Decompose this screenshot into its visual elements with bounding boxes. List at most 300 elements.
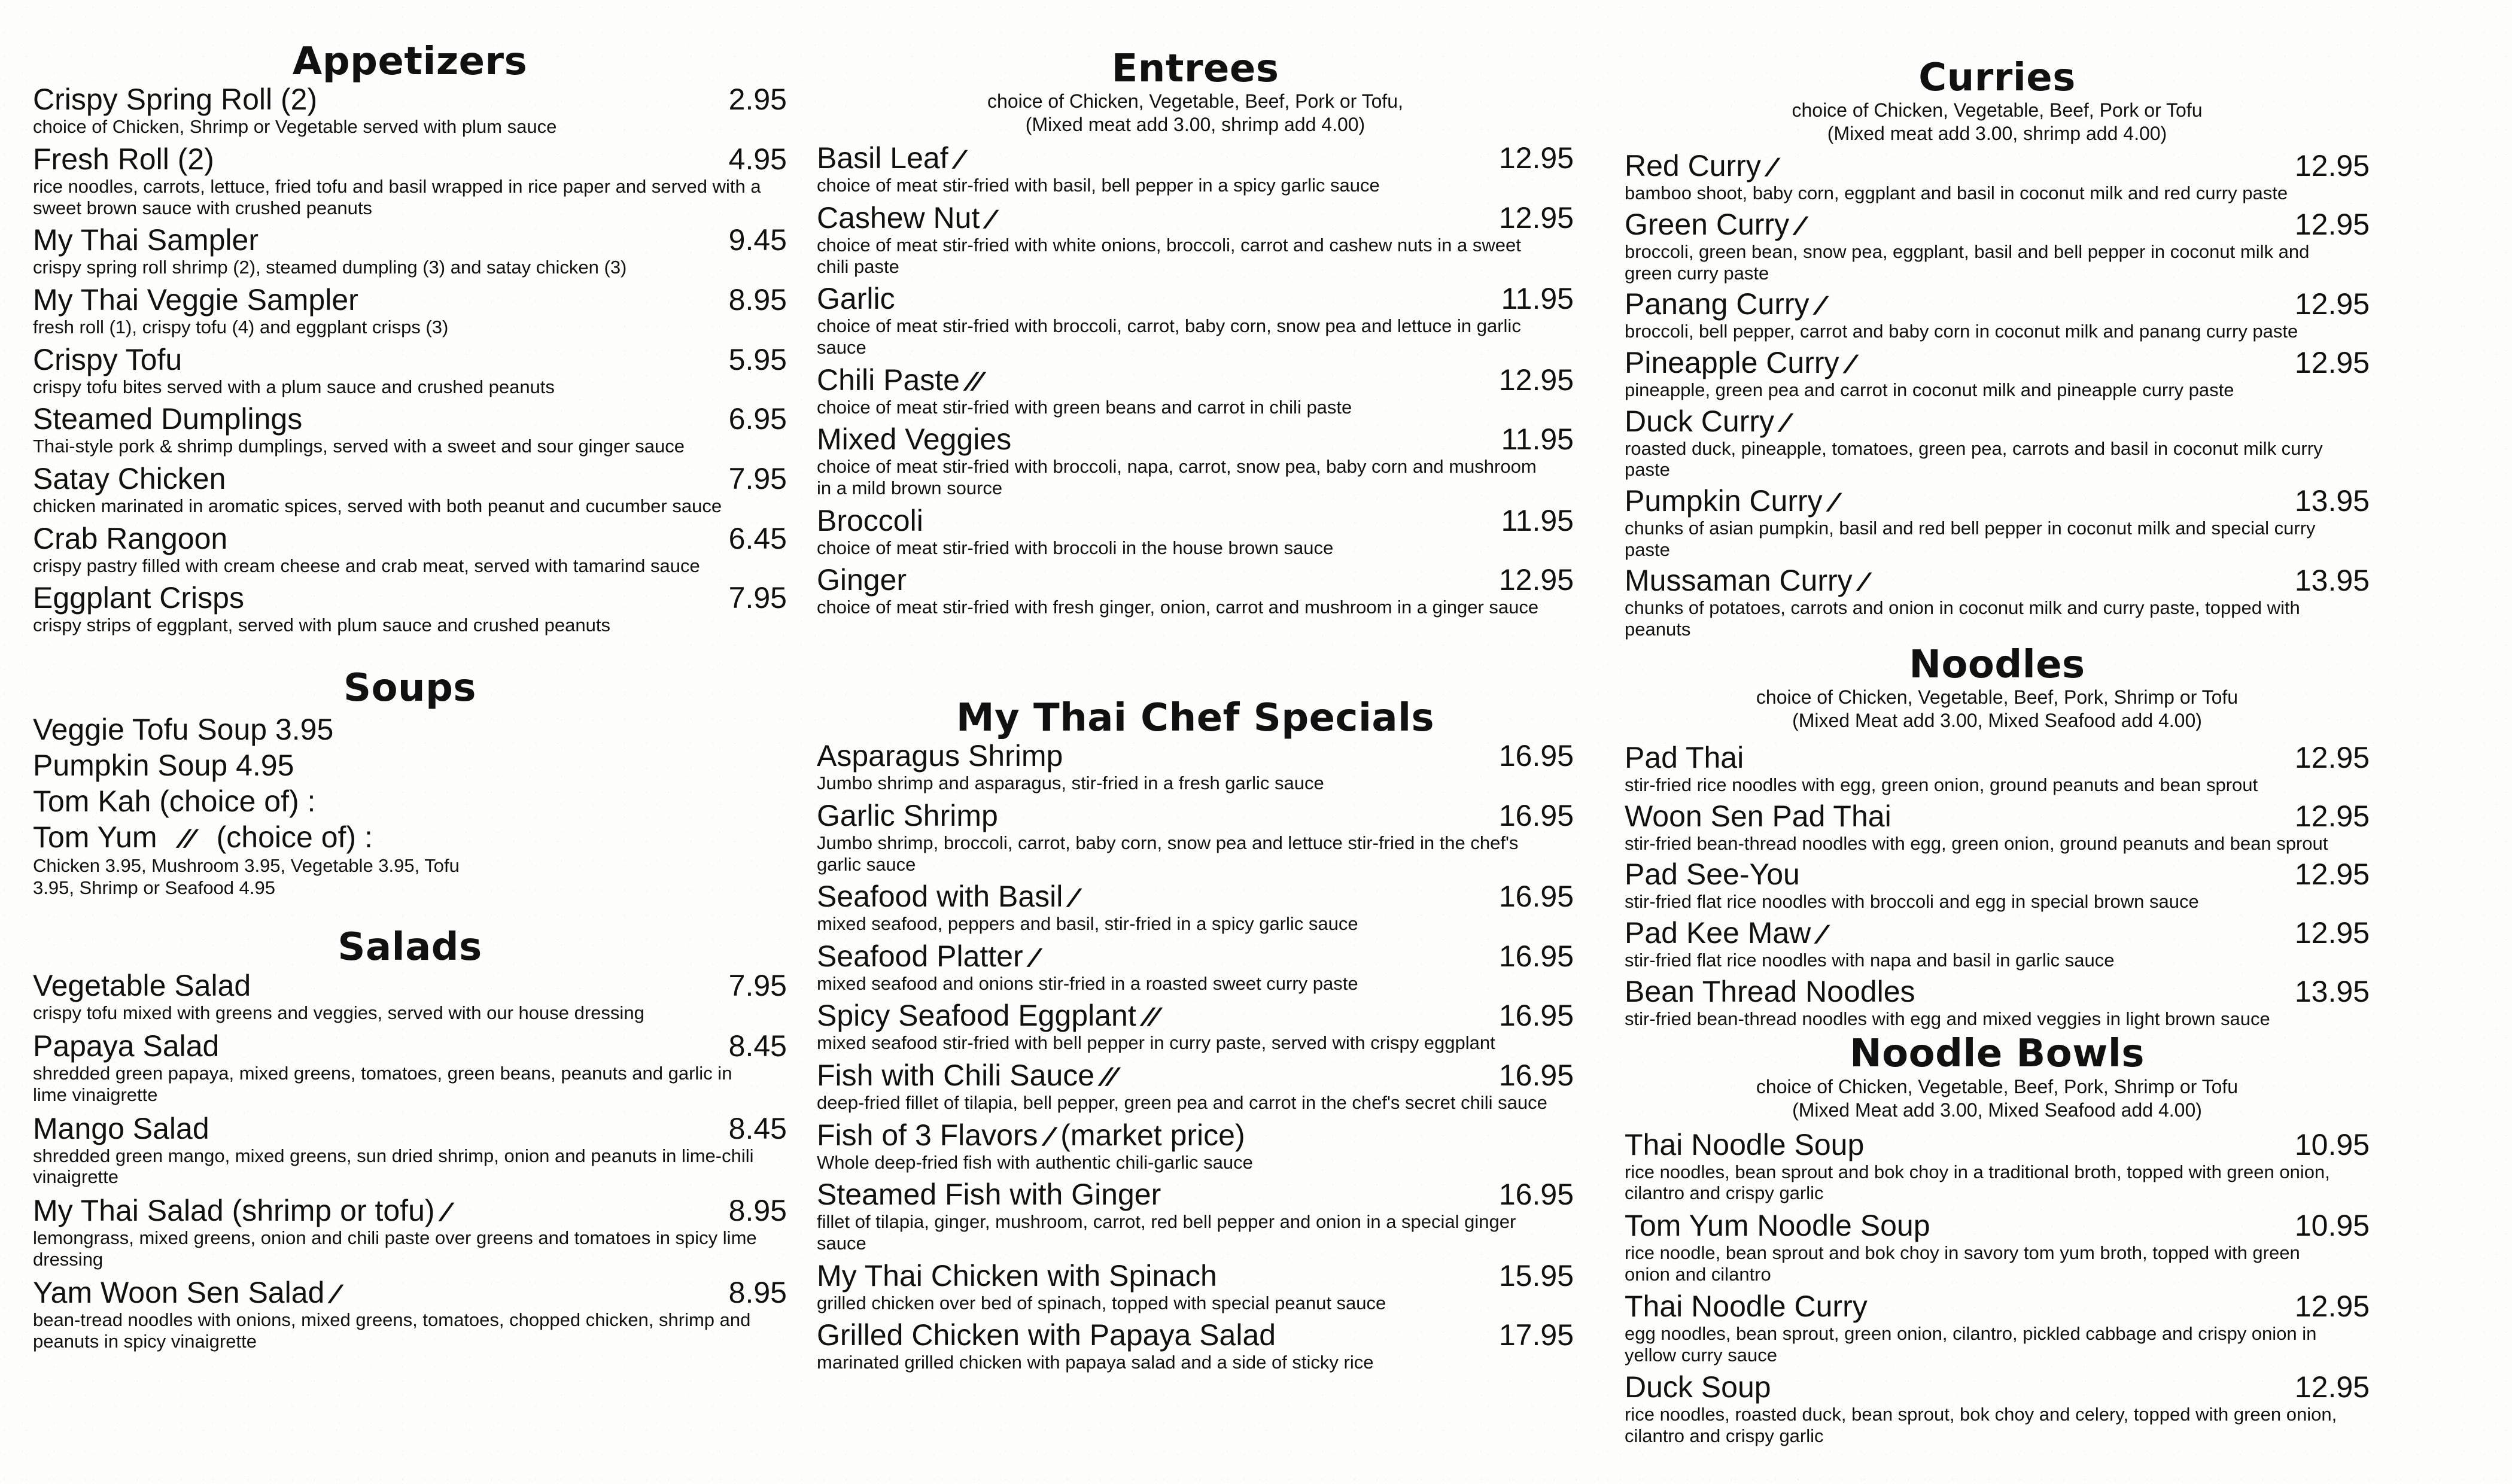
entrees-subtitle: choice of Chicken, Vegetable, Beef, Pork or Tofu, xyxy=(987,90,1403,112)
menu-item-title xyxy=(1625,799,1891,833)
menu-item-name: Panang Curry xyxy=(1625,287,1810,321)
menu-item xyxy=(1625,405,2370,481)
menu-item-name: Asparagus Shrimp xyxy=(817,739,1063,773)
menu-item-title xyxy=(33,581,244,615)
chili-icon: // xyxy=(1139,1003,1162,1032)
menu-item-desc: choice of meat stir-fried with broccoli, carrot, baby corn, snow pea and lettuce in garlic sauce xyxy=(817,315,1521,358)
menu-item-name: Duck Curry xyxy=(1625,404,1775,438)
menu-item xyxy=(817,1259,1574,1314)
menu-item-title xyxy=(33,1112,209,1145)
menu-item-price: 12.95 xyxy=(1498,363,1574,397)
menu-item-title xyxy=(817,939,1042,973)
menu-item-row xyxy=(1625,346,2370,379)
menu-item-desc: deep-fried fillet of tilapia, bell pepper, green pea and carrot in the chef's secret chili sauce xyxy=(817,1092,1547,1114)
menu-item-desc: shredded green papaya, mixed greens, tomatoes, green beans, peanuts and garlic in lime vinaigrette xyxy=(33,1063,732,1106)
menu-item-title xyxy=(33,83,317,116)
chili-icon: / xyxy=(1811,291,1828,320)
menu-item-price: 8.45 xyxy=(728,1111,787,1145)
menu-item-title xyxy=(817,1059,1121,1093)
menu-item-desc: Jumbo shrimp, broccoli, carrot, baby corn, snow pea and lettuce stir-fried in the chef's garlic sauce xyxy=(817,832,1519,875)
menu-item xyxy=(33,462,787,517)
menu-item xyxy=(33,343,787,398)
menu-item xyxy=(1625,208,2370,284)
menu-item-desc: mixed seafood, peppers and basil, stir-fried in a spicy garlic sauce xyxy=(817,913,1358,935)
menu-item-desc: stir-fried bean-thread noodles with egg, green onion, ground peanuts and bean sprout xyxy=(1625,832,2328,854)
menu-item-price: 12.95 xyxy=(2294,287,2370,321)
menu-item-price: 13.95 xyxy=(2294,974,2370,1008)
menu-item-name: Fish of 3 Flavors xyxy=(817,1118,1038,1152)
menu-item-title xyxy=(1625,857,1800,891)
menu-item xyxy=(817,363,1574,418)
menu-item-title xyxy=(817,1118,1245,1152)
chili-icon: / xyxy=(1065,884,1082,913)
menu-item-price: 16.95 xyxy=(1498,739,1574,773)
menu-item-title xyxy=(817,1259,1217,1293)
menu-item-desc: rice noodles, roasted duck, bean sprout, bok choy and celery, topped with green onion, cilantro and crispy garlic xyxy=(1625,1404,2337,1447)
menu-item-desc: choice of meat stir-fried with white onions, broccoli, carrot and cashew nuts in a sweet chili paste xyxy=(817,235,1521,277)
menu-item-desc: mixed seafood and onions stir-fried in a roasted sweet curry paste xyxy=(817,972,1358,994)
menu-item-desc: chunks of potatoes, carrots and onion in coconut milk and curry paste, topped with peanuts xyxy=(1625,597,2300,640)
menu-item-price: 16.95 xyxy=(1498,999,1574,1033)
menu-item-title xyxy=(817,563,907,597)
menu-item xyxy=(33,581,787,636)
menu-item-title xyxy=(1625,208,1808,242)
chili-icon: / xyxy=(327,1280,343,1309)
menu-item-desc: fresh roll (1), crispy tofu (4) and eggplant crisps (3) xyxy=(33,316,449,337)
menu-item-title xyxy=(1625,1370,1771,1404)
menu-item-desc: crispy strips of eggplant, served with plum sauce and crushed peanuts xyxy=(33,615,610,636)
menu-item-desc: Jumbo shrimp and asparagus, stir-fried in a fresh garlic sauce xyxy=(817,773,1324,794)
noodles-subtitle: choice of Chicken, Vegetable, Beef, Pork, Shrimp or Tofu xyxy=(1756,686,2239,708)
menu-item-name: Garlic xyxy=(817,282,895,316)
menu-item-title xyxy=(817,999,1162,1033)
column-middle xyxy=(817,0,1574,1378)
menu-item-price: 12.95 xyxy=(2294,346,2370,380)
menu-item-desc: grilled chicken over bed of spinach, topped with special peanut sauce xyxy=(817,1292,1386,1313)
menu-item-price: 13.95 xyxy=(2294,564,2370,598)
menu-item xyxy=(817,1178,1574,1254)
menu-item-title xyxy=(817,1178,1161,1211)
chili-icon: / xyxy=(982,205,999,234)
curries-list xyxy=(1625,149,2370,640)
chili-icon: / xyxy=(1763,153,1780,182)
soup-line: Tom Kah (choice of) : xyxy=(33,784,316,819)
menu-item-row xyxy=(1625,208,2370,241)
chili-icon: // xyxy=(175,825,199,853)
menu-item xyxy=(1625,287,2370,342)
menu-item-desc: lemongrass, mixed greens, onion and chili paste over greens and tomatoes in spicy lime dressing xyxy=(33,1227,757,1270)
menu-item-price: 13.95 xyxy=(2294,483,2370,518)
appetizers-heading: Appetizers xyxy=(292,39,528,84)
menu-item-row xyxy=(817,1318,1574,1352)
chili-icon: / xyxy=(950,145,967,174)
chili-icon: / xyxy=(1813,920,1830,948)
menu-item-row xyxy=(817,422,1574,456)
menu-item-desc: broccoli, green bean, snow pea, eggplant, basil and bell pepper in coconut milk and green curry paste xyxy=(1625,241,2310,284)
menu-item-title xyxy=(1625,916,1830,950)
menu-item xyxy=(33,1276,787,1352)
tom-yum-line xyxy=(33,819,787,855)
menu-item-price: 5.95 xyxy=(728,342,787,376)
menu-item-row xyxy=(33,1276,787,1309)
specials-list xyxy=(817,739,1574,1373)
menu-item xyxy=(1625,1370,2370,1446)
menu-item-name: Mussaman Curry xyxy=(1625,564,1853,598)
menu-item-row xyxy=(817,282,1574,315)
menu-item-price: 8.95 xyxy=(728,1193,787,1227)
menu-item-desc: choice of meat stir-fried with broccoli, napa, carrot, snow pea, baby corn and mushroom in a mild brown source xyxy=(817,456,1537,498)
menu-item xyxy=(817,422,1574,498)
menu-item-row xyxy=(33,283,787,317)
menu-item-desc: choice of meat stir-fried with basil, bell pepper in a spicy garlic sauce xyxy=(817,175,1380,196)
menu-item-price: 12.95 xyxy=(2294,149,2370,183)
chili-icon: / xyxy=(437,1197,454,1226)
salads-list xyxy=(33,969,787,1352)
menu-item-title xyxy=(1625,975,1915,1008)
menu-item-row xyxy=(817,141,1574,175)
menu-item-name: Broccoli xyxy=(817,503,923,537)
menu-item-desc: fillet of tilapia, ginger, mushroom, carrot, red bell pepper and onion in a special ginger sauce xyxy=(817,1211,1516,1254)
menu-item-row xyxy=(33,142,787,176)
menu-item-title xyxy=(33,462,226,495)
menu-item-price: 10.95 xyxy=(2294,1208,2370,1242)
menu-item-price: 6.95 xyxy=(728,402,787,436)
menu-item-row xyxy=(817,999,1574,1032)
menu-item-name: Thai Noodle Curry xyxy=(1625,1290,1868,1324)
menu-item-price: 16.95 xyxy=(1498,798,1574,832)
menu-item-title xyxy=(817,739,1063,773)
menu-item xyxy=(33,223,787,278)
menu-item-title xyxy=(817,201,999,235)
menu-item-row xyxy=(33,522,787,555)
menu-item xyxy=(33,522,787,577)
menu-item xyxy=(33,1029,787,1105)
menu-item-row xyxy=(817,563,1574,597)
menu-item-name: Pad Thai xyxy=(1625,740,1744,774)
menu-item-name: Basil Leaf xyxy=(817,141,948,175)
noodles-subtitle-pricing: (Mixed Meat add 3.00, Mixed Seafood add 4.00) xyxy=(1792,709,2202,731)
menu-item-name: Crispy Spring Roll (2) xyxy=(33,83,318,117)
menu-item-row xyxy=(33,402,787,436)
menu-item xyxy=(33,969,787,1024)
menu-item-row xyxy=(1625,149,2370,183)
menu-item xyxy=(1625,799,2370,854)
menu-item-desc: shredded green mango, mixed greens, sun dried shrimp, onion and peanuts in lime-chili vinaigrette xyxy=(33,1145,754,1188)
menu-item-name: Grilled Chicken with Papaya Salad xyxy=(817,1318,1276,1352)
menu-item-row xyxy=(1625,975,2370,1008)
menu-item-desc: choice of meat stir-fried with broccoli in the house brown sauce xyxy=(817,537,1334,558)
menu-item xyxy=(1625,484,2370,560)
menu-item-price: 15.95 xyxy=(1498,1258,1574,1293)
menu-item-name: My Thai Chicken with Spinach xyxy=(817,1258,1217,1293)
menu-item-desc: choice of meat stir-fried with green beans and carrot in chili paste xyxy=(817,396,1352,418)
menu-item-price: 7.95 xyxy=(728,581,787,615)
menu-item xyxy=(33,1194,787,1270)
menu-item-title xyxy=(33,1193,454,1227)
menu-item-name: Chili Paste xyxy=(817,363,960,397)
entrees-heading: Entrees xyxy=(1111,47,1279,91)
menu-item-row xyxy=(33,1194,787,1227)
menu-item-title xyxy=(817,504,923,537)
menu-item xyxy=(817,739,1574,794)
menu-item-row xyxy=(1625,799,2370,833)
menu-item-desc: choice of Chicken, Shrimp or Vegetable served with plum sauce xyxy=(33,116,557,138)
menu-item-desc: choice of meat stir-fried with fresh ginger, onion, carrot and mushroom in a ginger sauce xyxy=(817,597,1539,618)
menu-item-desc: chicken marinated in aromatic spices, served with both peanut and cucumber sauce xyxy=(33,495,722,516)
menu-item xyxy=(817,1118,1574,1173)
menu-item xyxy=(1625,916,2370,971)
menu-item-name: My Thai Veggie Sampler xyxy=(33,282,358,317)
menu-item-title xyxy=(817,799,998,832)
noodle-bowls-list xyxy=(1625,1128,2370,1447)
menu-item-row xyxy=(33,462,787,495)
entrees-subtitle-pricing: (Mixed meat add 3.00, shrimp add 4.00) xyxy=(1025,114,1366,136)
noodle-bowls-subtitle: choice of Chicken, Vegetable, Beef, Pork, Shrimp or Tofu xyxy=(1756,1075,2239,1097)
menu-item-name: Crab Rangoon xyxy=(33,521,228,555)
menu-item-title xyxy=(1625,287,1828,321)
menu-item-row xyxy=(33,1029,787,1063)
menu-item-row xyxy=(1625,405,2370,438)
menu-item-name: Papaya Salad xyxy=(33,1029,220,1063)
chili-icon: / xyxy=(1825,488,1841,516)
menu-item-title xyxy=(817,141,967,175)
menu-item xyxy=(1625,1209,2370,1285)
menu-item-title xyxy=(1625,483,1841,518)
menu-item-name: Garlic Shrimp xyxy=(817,798,998,832)
menu-item-name: Woon Sen Pad Thai xyxy=(1625,799,1891,833)
menu-item xyxy=(1625,1290,2370,1366)
menu-item-name: My Thai Salad (shrimp or tofu) xyxy=(33,1193,435,1227)
menu-item-desc: stir-fried flat rice noodles with broccoli and egg in special brown sauce xyxy=(1625,891,2199,913)
menu-item-desc: stir-fried flat rice noodles with napa and basil in garlic sauce xyxy=(1625,949,2115,971)
menu-item-row xyxy=(1625,287,2370,321)
menu-item-title xyxy=(817,880,1082,914)
menu-item-name: Fresh Roll (2) xyxy=(33,142,214,177)
menu-item-price: 11.95 xyxy=(1501,503,1574,537)
menu-item-price: 8.95 xyxy=(728,282,787,317)
menu-item-row xyxy=(33,343,787,376)
menu-item-row xyxy=(33,83,787,116)
noodle-bowls-subtitle-pricing: (Mixed Meat add 3.00, Mixed Seafood add 4.00) xyxy=(1792,1099,2202,1121)
menu-item-row xyxy=(1625,741,2370,774)
menu-item-desc: stir-fried bean-thread noodles with egg and mixed veggies in light brown sauce xyxy=(1625,1008,2270,1029)
menu-item-title xyxy=(33,969,251,1002)
menu-item-row xyxy=(1625,857,2370,891)
menu-item xyxy=(1625,1128,2370,1204)
menu-item-row xyxy=(33,581,787,615)
noodles-heading: Noodles xyxy=(1909,642,2085,687)
menu-item xyxy=(817,1318,1574,1373)
menu-item-row xyxy=(817,504,1574,537)
menu-item-title xyxy=(817,1318,1276,1352)
menu-item-name: Duck Soup xyxy=(1625,1370,1771,1404)
soup-line: Pumpkin Soup 4.95 xyxy=(33,749,294,783)
menu-item-price: 8.95 xyxy=(728,1276,787,1310)
menu-item-price: 16.95 xyxy=(1498,939,1574,973)
menu-item xyxy=(1625,149,2370,204)
menu-item-row xyxy=(817,739,1574,773)
menu-item-name: Pad See-You xyxy=(1625,857,1800,892)
menu-item-title xyxy=(817,282,895,315)
menu-item-name: Tom Yum Noodle Soup xyxy=(1625,1208,1930,1242)
menu-item-name: Bean Thread Noodles xyxy=(1625,974,1915,1008)
menu-item-price: 7.95 xyxy=(728,968,787,1002)
menu-item-price: 8.45 xyxy=(728,1029,787,1063)
menu-item xyxy=(1625,564,2370,640)
menu-item xyxy=(33,83,787,138)
menu-item xyxy=(817,999,1574,1054)
tom-yum-choice: (choice of) : xyxy=(216,820,373,854)
menu-item-price: 12.95 xyxy=(2294,857,2370,892)
menu-item-title xyxy=(817,422,1011,456)
menu-item-price: 16.95 xyxy=(1498,880,1574,914)
menu-item-title xyxy=(33,1276,343,1310)
menu-item-price: 2.95 xyxy=(728,83,787,117)
menu-item-desc: crispy tofu mixed with greens and veggies, served with our house dressing xyxy=(33,1002,644,1023)
menu-item-title xyxy=(33,1029,219,1063)
curries-subtitle: choice of Chicken, Vegetable, Beef, Pork or Tofu xyxy=(1792,99,2203,121)
menu-item-title xyxy=(817,363,986,397)
menu-item-name: Seafood Platter xyxy=(817,939,1023,973)
menu-item-name: Cashew Nut xyxy=(817,201,980,235)
menu-item xyxy=(33,142,787,218)
menu-item-row xyxy=(33,223,787,257)
menu-item-title xyxy=(33,142,214,176)
menu-item-price: 7.95 xyxy=(728,461,787,495)
menu-item-price: 9.45 xyxy=(728,223,787,257)
menu-item-price: 12.95 xyxy=(2294,740,2370,774)
menu-item-row xyxy=(817,1059,1574,1092)
menu-item xyxy=(33,402,787,457)
menu-item xyxy=(817,939,1574,995)
menu-item-price: 11.95 xyxy=(1501,422,1574,457)
menu-item-price: 16.95 xyxy=(1498,1059,1574,1093)
menu-item-name: Seafood with Basil xyxy=(817,880,1063,914)
menu-item-price: 11.95 xyxy=(1501,282,1574,316)
menu-item xyxy=(817,141,1574,196)
menu-item-desc: broccoli, bell pepper, carrot and baby corn in coconut milk and panang curry paste xyxy=(1625,321,2298,342)
menu-item-row xyxy=(817,1178,1574,1211)
menu-item-row xyxy=(817,1259,1574,1293)
menu-item-title xyxy=(1625,1128,1864,1161)
chili-icon: / xyxy=(1792,212,1808,241)
menu-item-desc: crispy tofu bites served with a plum sauce and crushed peanuts xyxy=(33,376,555,397)
menu-item-row xyxy=(1625,484,2370,518)
menu-item-desc: egg noodles, bean sprout, green onion, cilantro, pickled cabbage and crispy onion in yellow curry sauce xyxy=(1625,1323,2317,1366)
menu-item xyxy=(817,504,1574,559)
menu-item-price: 12.95 xyxy=(1498,201,1574,235)
menu-item-row xyxy=(1625,1290,2370,1323)
menu-item-name: Fish with Chili Sauce xyxy=(817,1059,1095,1093)
chili-icon: / xyxy=(1040,1122,1057,1151)
menu-item-price: 12.95 xyxy=(2294,799,2370,833)
menu-item-price: 6.45 xyxy=(728,521,787,555)
menu-item-title xyxy=(1625,404,1793,438)
menu-item-desc: bean-tread noodles with onions, mixed greens, tomatoes, chopped chicken, shrimp and peanuts in spicy vinaigrette xyxy=(33,1309,751,1352)
menu-item-price: 10.95 xyxy=(2294,1127,2370,1161)
menu-item-desc: rice noodles, bean sprout and bok choy in a traditional broth, topped with green onion, cilantro and crispy garlic xyxy=(1625,1161,2330,1204)
menu-item-name: Satay Chicken xyxy=(33,461,226,495)
menu-item-name: Steamed Fish with Ginger xyxy=(817,1178,1161,1212)
menu-item-title xyxy=(1625,346,1858,380)
menu-item-desc: crispy pastry filled with cream cheese and crab meat, served with tamarind sauce xyxy=(33,555,700,576)
menu-item-price: 12.95 xyxy=(2294,916,2370,950)
menu-item-title xyxy=(1625,1209,1930,1242)
menu-item-row xyxy=(33,969,787,1002)
menu-item-name: Mixed Veggies xyxy=(817,422,1012,457)
menu-item-desc: roasted duck, pineapple, tomatoes, green pea, carrots and basil in coconut milk curry paste xyxy=(1625,437,2323,481)
appetizers-list xyxy=(33,83,787,635)
menu-item-price: 12.95 xyxy=(1498,563,1574,597)
chili-icon: // xyxy=(962,367,986,396)
curries-subtitle-pricing: (Mixed meat add 3.00, shrimp add 4.00) xyxy=(1827,123,2167,145)
menu-item-desc: chunks of asian pumpkin, basil and red bell pepper in coconut milk and special curry paste xyxy=(1625,517,2316,560)
menu-item-title xyxy=(1625,1290,1868,1323)
menu-item xyxy=(817,799,1574,875)
noodles-list xyxy=(1625,741,2370,1029)
menu-item-desc: stir-fried rice noodles with egg, green onion, ground peanuts and bean sprout xyxy=(1625,774,2258,795)
menu-item-row xyxy=(817,799,1574,832)
menu-item-row xyxy=(1625,1370,2370,1404)
menu-item-row xyxy=(817,201,1574,235)
menu-item-price: 4.95 xyxy=(728,142,787,177)
menu-item-price: 12.95 xyxy=(2294,208,2370,242)
chili-icon: // xyxy=(1097,1063,1121,1091)
menu-item-row xyxy=(1625,564,2370,597)
column-right xyxy=(1625,0,2370,1452)
menu-item-title xyxy=(33,283,358,317)
menu-item-name: Green Curry xyxy=(1625,208,1790,242)
menu-item-row xyxy=(817,939,1574,973)
menu-item-name: My Thai Sampler xyxy=(33,223,259,257)
menu-item-name: Pumpkin Curry xyxy=(1625,483,1823,518)
menu-item-desc: marinated grilled chicken with papaya salad and a side of sticky rice xyxy=(817,1352,1374,1373)
noodle-bowls-heading: Noodle Bowls xyxy=(1850,1032,2145,1076)
soups-list xyxy=(33,711,787,899)
menu-item-name: Eggplant Crisps xyxy=(33,581,244,615)
menu-item xyxy=(817,201,1574,277)
menu-item-title xyxy=(1625,741,1744,774)
tom-yum-desc: Chicken 3.95, Mushroom 3.95, Vegetable 3.95, Tofu 3.95, Shrimp or Seafood 4.95 xyxy=(33,855,460,898)
menu-item-row xyxy=(1625,1128,2370,1161)
menu-item xyxy=(1625,741,2370,796)
menu-item-desc: pineapple, green pea and carrot in coconut milk and pineapple curry paste xyxy=(1625,379,2234,401)
menu-item-price: 12.95 xyxy=(2294,1290,2370,1324)
menu-item-price: 12.95 xyxy=(1498,141,1574,175)
curries-heading: Curries xyxy=(1918,56,2076,100)
menu-item-row xyxy=(817,880,1574,913)
tom-yum-name: Tom Yum xyxy=(33,820,157,854)
soups-heading: Soups xyxy=(343,665,477,710)
menu-item-row xyxy=(1625,1209,2370,1242)
menu-item-row xyxy=(33,1112,787,1145)
menu-item-title xyxy=(1625,149,1780,183)
menu-item xyxy=(817,563,1574,618)
menu-item xyxy=(1625,346,2370,401)
menu-item-name: Spicy Seafood Eggplant xyxy=(817,999,1136,1033)
menu-item-title xyxy=(1625,564,1871,598)
menu-item xyxy=(1625,975,2370,1030)
menu-item-desc: Whole deep-fried fish with authentic chili-garlic sauce xyxy=(817,1151,1253,1173)
menu-item-name: Steamed Dumplings xyxy=(33,402,303,436)
menu-item-row xyxy=(817,363,1574,397)
menu-item-title xyxy=(33,223,259,257)
menu-item xyxy=(1625,857,2370,913)
menu-item-name: Crispy Tofu xyxy=(33,342,183,376)
menu-item-name: Vegetable Salad xyxy=(33,968,251,1002)
menu-item-title xyxy=(33,402,302,436)
menu-item xyxy=(817,282,1574,358)
